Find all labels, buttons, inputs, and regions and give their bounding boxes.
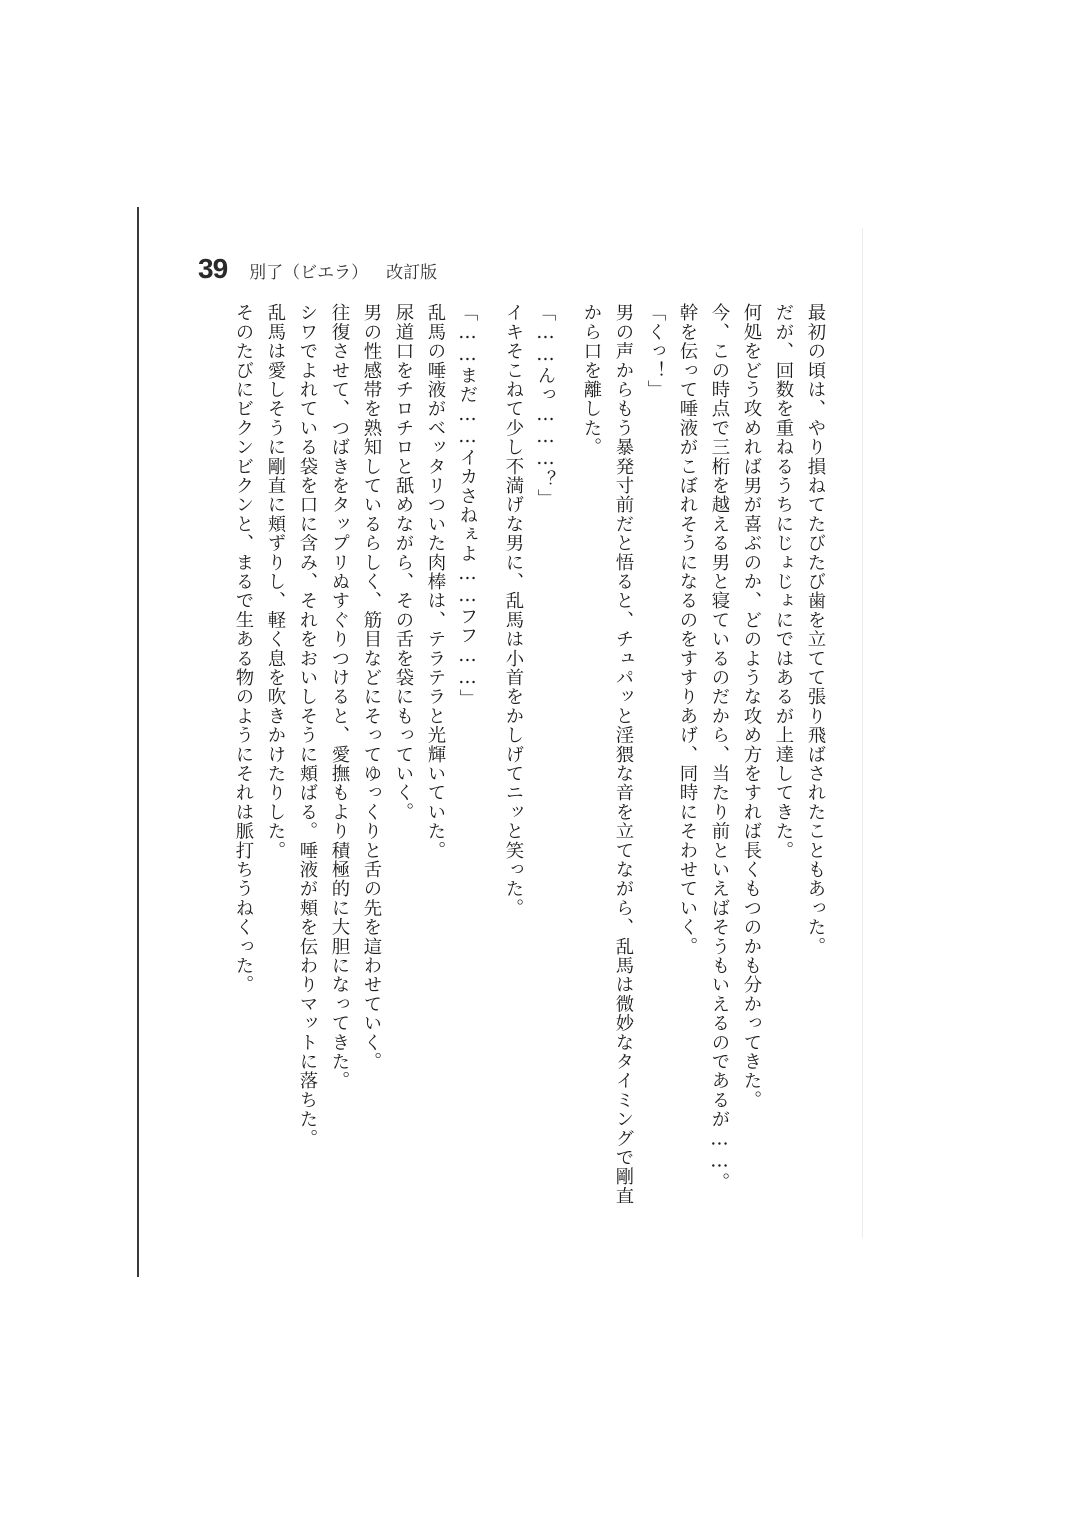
scan-edge — [862, 228, 863, 1238]
text-line: そのたびにビクンビクンと、まるで生ある物のようにそれは脈打ちうねくった。 — [233, 303, 254, 995]
text-line: 男の性感帯を熟知しているらしく、筋目などにそってゆっくりと舌の先を這わせていく。 — [361, 303, 382, 1071]
book-title: 別了（ビエラ） — [249, 263, 369, 283]
text-line: 乱馬の唾液がベッタリついた肉棒は、テラテラと光輝いていた。 — [425, 303, 446, 860]
binding-shadow — [137, 207, 139, 1277]
text-line: シワでよれている袋を口に含み、それをおいしそうに頬ばる。唾液が頬を伝わりマットに落ちた。 — [297, 303, 318, 1148]
text-line: 幹を伝って唾液がこぼれそうになるのをすすりあげ、同時にそわせていく。 — [677, 303, 698, 956]
text-line: 何処をどう攻めれば男が喜ぶのか、どのような攻め方をすれば長くもつのかも分かってきた。 — [741, 303, 762, 1110]
running-head — [198, 253, 437, 285]
text-line: 「……まだ……イカさねぇよ……フフ……」 — [457, 303, 478, 708]
page-number: 39 — [198, 253, 228, 284]
text-line: から口を離した。 — [581, 303, 602, 457]
text-line: 「くっ！」 — [645, 303, 666, 399]
body-text — [230, 303, 828, 1206]
text-line: 「……んっ………？」 — [535, 303, 556, 508]
text-line: 尿道口をチロチロと舐めながら、その舌を袋にもっていく。 — [393, 303, 414, 822]
text-line: イキそこねて少し不満げな男に、乱馬は小首をかしげてニッと笑った。 — [503, 303, 524, 918]
text-line: 乱馬は愛しそうに剛直に頬ずりし、軽く息を吹きかけたりした。 — [265, 303, 286, 860]
text-line: 今、この時点で三桁を越える男と寝ているのだから、当たり前といえばそうもいえるのであるが……。 — [709, 303, 730, 1192]
text-line: 男の声からもう暴発寸前だと悟ると、チュパッと淫猥な音を立てながら、乱馬は微妙なタイミングで剛直 — [613, 303, 634, 1206]
text-line: 最初の頃は、やり損ねてたびたび歯を立てて張り飛ばされたこともあった。 — [805, 303, 826, 956]
edition-label: 改訂版 — [386, 263, 438, 283]
text-line: だが、回数を重ねるうちにじょじょにではあるが上達してきた。 — [773, 303, 794, 860]
text-line: 往復させて、つばきをタップリぬすぐりつけると、愛撫もより積極的に大胆になってきた。 — [329, 303, 350, 1091]
